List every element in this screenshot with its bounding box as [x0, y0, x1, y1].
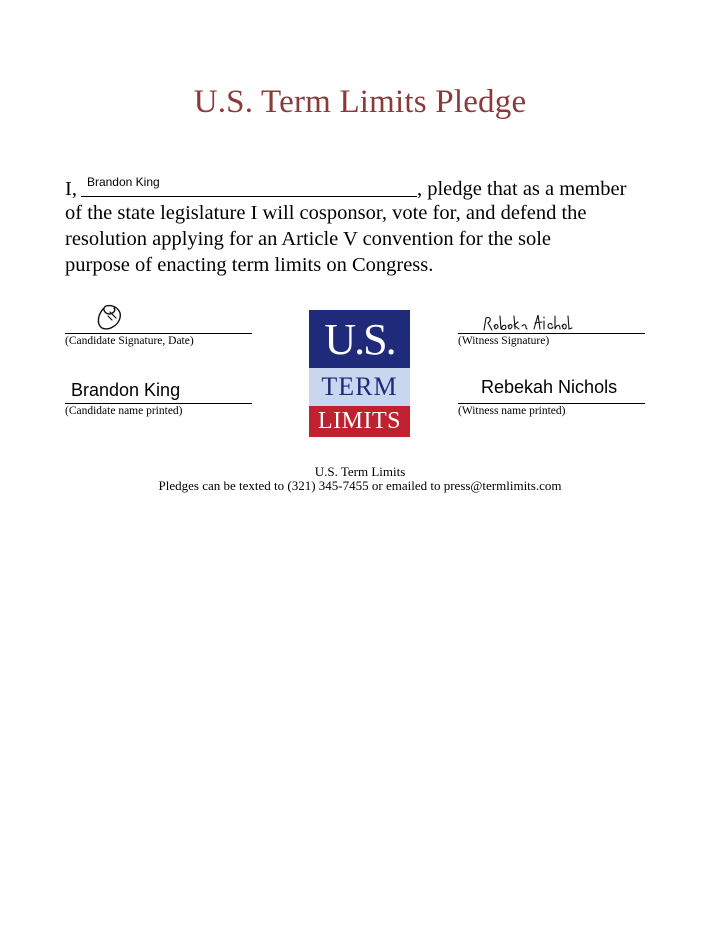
witness-signature — [482, 312, 574, 334]
candidate-name-printed-value: Brandon King — [71, 380, 181, 400]
logo-bottom-band: LIMITS — [309, 406, 410, 437]
candidate-name-printed-line[interactable] — [65, 403, 252, 404]
pledge-line-2: of the state legislature I will cosponsor, vote for, and defend the — [65, 202, 587, 224]
candidate-name-field[interactable] — [81, 174, 417, 197]
witness-signature-line[interactable] — [458, 333, 645, 334]
pledge-line-1-suffix: , pledge that as a member — [416, 178, 627, 200]
footer-contact: Pledges can be texted to (321) 345-7455 or emailed to press@termlimits.com — [158, 478, 562, 493]
witness-signature-caption: (Witness Signature) — [458, 335, 550, 347]
witness-name-printed-value: Rebekah Nichols — [481, 377, 618, 397]
candidate-signature-caption: (Candidate Signature, Date) — [65, 335, 194, 347]
pledge-line-1 — [65, 174, 665, 200]
logo-top-band: U.S. — [309, 310, 410, 368]
candidate-signature — [92, 300, 132, 334]
candidate-name-printed-caption: (Candidate name printed) — [65, 405, 183, 417]
pledge-line-3: resolution applying for an Article V convention for the sole — [65, 228, 552, 250]
pledge-paragraph — [65, 174, 665, 278]
pledge-line-4: purpose of enacting term limits on Congress. — [65, 254, 434, 276]
pledge-prefix: I, — [65, 178, 77, 200]
footer-org: U.S. Term Limits — [314, 464, 406, 479]
us-term-limits-logo — [309, 310, 410, 437]
candidate-signature-line[interactable] — [65, 333, 252, 334]
witness-name-printed-line[interactable] — [458, 403, 645, 404]
logo-middle-band: TERM — [309, 368, 410, 406]
witness-name-printed-caption: (Witness name printed) — [458, 405, 566, 417]
candidate-name-field-value: Brandon King — [86, 175, 160, 189]
page-title: U.S. Term Limits Pledge — [193, 84, 527, 120]
